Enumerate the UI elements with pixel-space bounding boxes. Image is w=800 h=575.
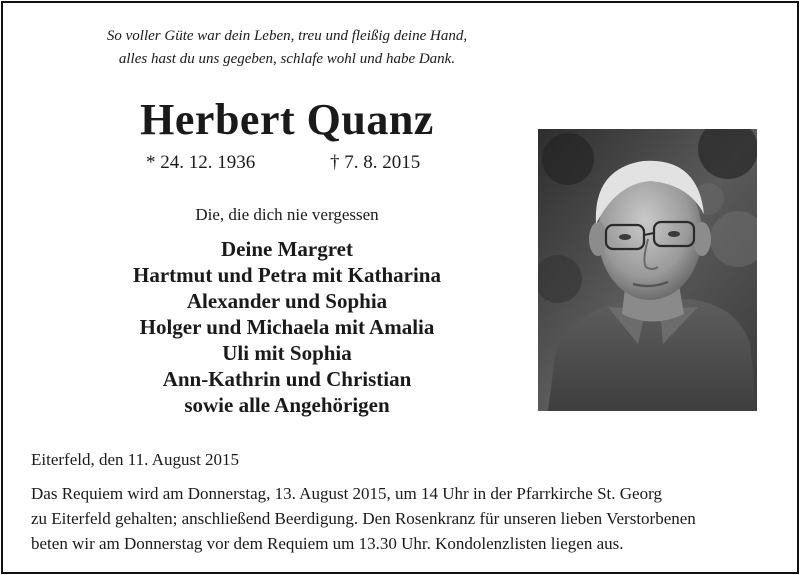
mourner-line: Hartmut und Petra mit Katharina xyxy=(133,263,441,287)
service-info-line: zu Eiterfeld gehalten; anschließend Beerdigung. Den Rosenkranz für unseren lieben Verstorbenen xyxy=(31,509,696,528)
mourners-intro: Die, die dich nie vergessen xyxy=(195,205,379,224)
mourner-line: Ann-Kathrin und Christian xyxy=(162,367,412,391)
obituary-notice xyxy=(1,1,799,574)
mourner-line: Uli mit Sophia xyxy=(222,341,352,365)
mourner-line: Alexander und Sophia xyxy=(186,289,388,313)
mourner-line: Deine Margret xyxy=(221,237,353,261)
service-info-line: Das Requiem wird am Donnerstag, 13. August 2015, um 14 Uhr in der Pfarrkirche St. Georg xyxy=(31,484,662,503)
birth-date: * 24. 12. 1936 xyxy=(146,152,256,173)
place-and-date: Eiterfeld, den 11. August 2015 xyxy=(31,450,240,469)
memorial-poem xyxy=(3,25,571,71)
poem-line-2: alles hast du uns gegeben, schlafe wohl und habe Dank. xyxy=(118,51,456,67)
portrait-illustration xyxy=(538,129,757,411)
service-information xyxy=(31,481,776,556)
service-info-line: beten wir am Donnerstag vor dem Requiem um 13.30 Uhr. Kondolenzlisten liegen aus. xyxy=(31,534,624,553)
mourner-line: sowie alle Angehörigen xyxy=(184,393,390,417)
mourners-list xyxy=(3,236,571,418)
death-date: † 7. 8. 2015 xyxy=(330,152,421,173)
deceased-name: Herbert Quanz xyxy=(140,95,434,144)
poem-line-1: So voller Güte war dein Leben, treu und fleißig deine Hand, xyxy=(106,28,468,44)
mourner-line: Holger und Michaela mit Amalia xyxy=(139,315,435,339)
portrait-photo xyxy=(538,129,757,411)
